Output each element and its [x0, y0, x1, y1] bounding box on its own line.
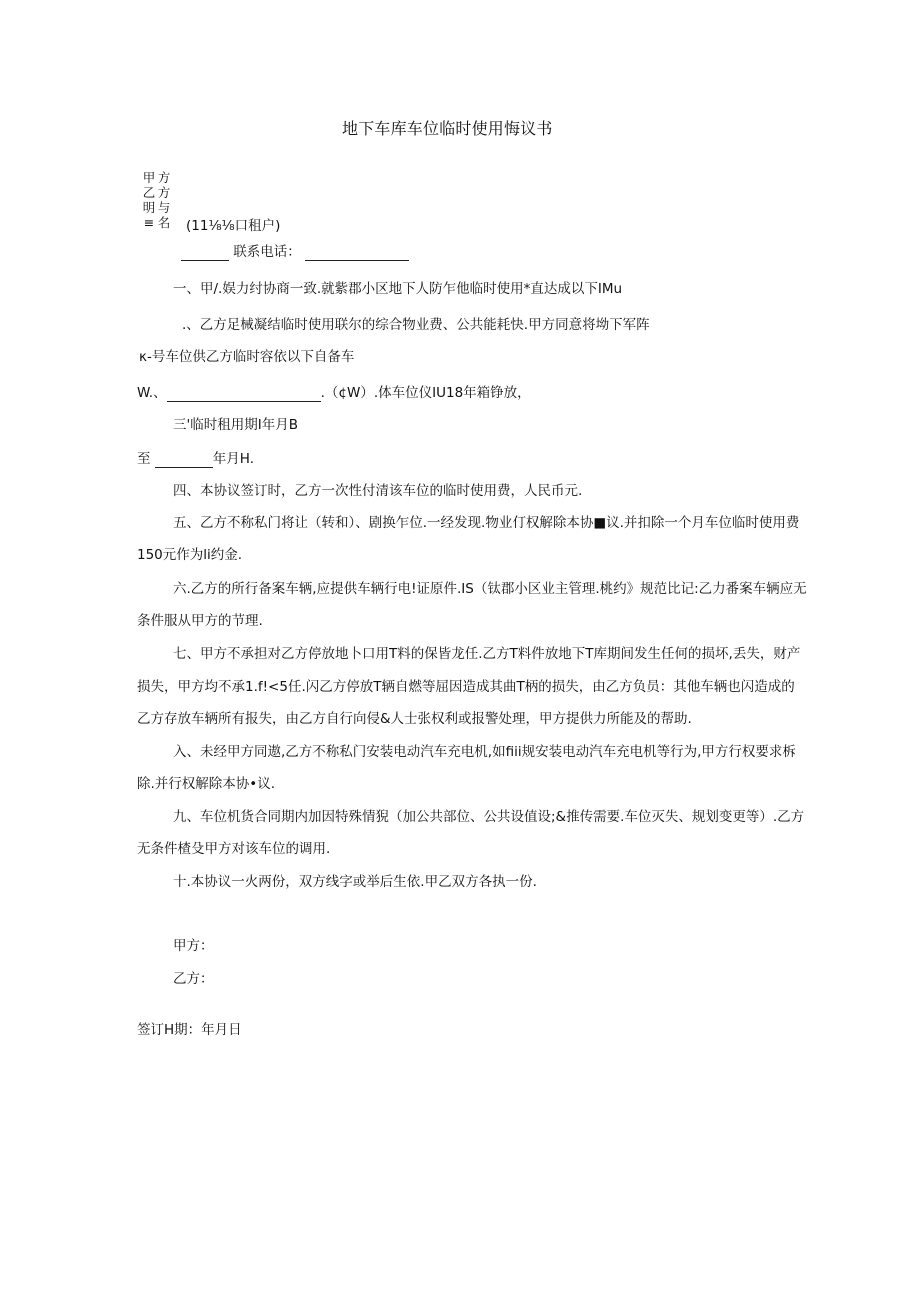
contact-label: 联系电话：: [233, 244, 301, 260]
clause-2-line-3: [137, 384, 531, 402]
tenant-note: (11⅛⅛口租户): [186, 218, 281, 234]
clause-10: 十.本协议一火两份，双方线字或举后生依.甲乙双方各执一份.: [173, 874, 537, 890]
party-char: 方: [157, 185, 171, 200]
party-a-signature: 甲方：: [173, 938, 214, 954]
clause-4: 四、本协议签订时，乙方一次性付清该车位的临时使用费，人民币元.: [173, 483, 583, 499]
party-char: 名: [157, 215, 171, 230]
clause-3-suffix: 年月H.: [212, 451, 255, 467]
clause-1: 一、甲/.娱力纣协商一致.就紫郡小区地下人防乍他临时使用*直达成以下IMu: [173, 281, 623, 297]
party-char: 方: [157, 170, 171, 185]
party-label-column-2: [157, 170, 171, 230]
document-title: 地下车库车位临时使用悔议书: [342, 119, 553, 138]
plate-blank-field: [167, 387, 321, 402]
phone-blank-field: [305, 246, 409, 261]
blank-field: [181, 246, 229, 261]
clause-6-line-1: 六.乙方的所行备案车辆,应提供车辆行电!证原件.IS（钛郡小区业主管理.桃约》规范比记:乙力番案车辆应无: [173, 581, 807, 597]
clause-3-line-2: [137, 450, 254, 468]
clause-3-line-1: 三'临时租用期Ⅰ年月B: [173, 417, 298, 433]
party-char: 甲: [142, 170, 156, 185]
clause-2-line-1: .、乙方足械凝结临时使用联尔的综合物业费、公共能耗快.甲方同意将坳下军阵: [182, 317, 650, 333]
party-char: 乙: [142, 185, 156, 200]
clause-5-line-1: 五、乙方不称私门将让（转和）、剧换乍位.一经发现.物业仃权解除本协■议.并扣除一个月车位临时使用费: [173, 515, 800, 531]
party-b-signature: 乙方：: [173, 971, 214, 987]
clause-7-line-2: 损失，甲方均不承1.f!<5任.闪乙方停放T辆自燃等屈因造成其曲T柄的损失，由乙方负员：其他车辆也闪造成的: [137, 679, 795, 695]
clause-2-prefix: W.、: [137, 385, 167, 401]
party-label-column-1: [142, 170, 156, 230]
contact-line: [181, 243, 409, 261]
clause-6-line-2: 条件服从甲方的节理.: [137, 613, 263, 629]
party-char: 与: [157, 200, 171, 215]
clause-2-line-2: κ-号车位供乙方临时容依以下自备车: [139, 349, 355, 365]
clause-7-line-1: 七、甲方不承担对乙方停放地卜口用T料的保皆龙任.乙方T料件放地下T库期间发生任何的损坏,丢失，财产: [173, 646, 801, 662]
clause-9-line-2: 无条件楂殳甲方对该车位的调用.: [137, 841, 331, 857]
date-blank-field: [155, 453, 213, 468]
party-char: 明: [142, 200, 156, 215]
clause-7-line-3: 乙方存放车辆所有报失，由乙方自行向侵&人士张权利或报警处理，甲方提供力所能及的帮助.: [137, 711, 692, 727]
clause-5-line-2: 150元作为li约金.: [137, 547, 243, 563]
signing-date: 签订H期：年月日: [137, 1022, 242, 1038]
clause-8-line-2: 除.并行权解除本协•议.: [137, 776, 276, 792]
party-char: ≡: [143, 215, 155, 230]
clause-9-line-1: 九、车位机货合同期内加因特殊情猊（加公共部位、公共设值设;&推传需要.车位灭失、规划变更等）.乙方: [173, 809, 805, 825]
clause-8-line-1: 入、未经甲方同遨,乙方不称私门安装电动汽车充电机,如fiii规安装电动汽车充电机等行为,甲方行权要求柝: [173, 744, 796, 760]
clause-2-suffix: .（¢W）.体车位仪IU18年箱铮放，: [320, 385, 531, 401]
clause-3-prefix: 至: [137, 451, 151, 467]
